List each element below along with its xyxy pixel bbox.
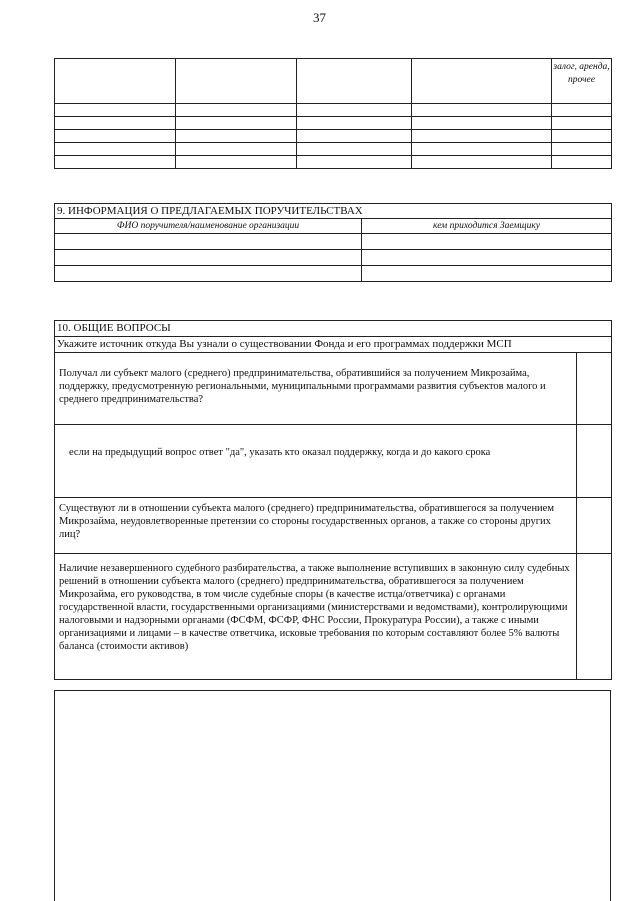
table-cell[interactable] — [176, 117, 297, 130]
table-cell[interactable] — [55, 156, 176, 169]
question-litigation: Наличие незавершенного судебного разбирательства, а также выполнение вступивших в законную силу судебных решений в отношении субъекта малого (среднего) предпринимательства, обратившегося за получением Микрозайма, его руководства, в том числе судебные споры (в качестве истца/ответчика) с органами государственной власти, государственными организациями (министерствами и ведомствами), контролирующими налоговыми и надзорными органами (ФСФМ, ФСФР, ФНС России, Прокуратура России), а также с иными организациями и лицами – в качестве ответчика, исковые требования по которым составляют более 5% валюты баланса (стоимости активов) — [55, 554, 577, 680]
table-cell[interactable] — [176, 143, 297, 156]
table-cell[interactable] — [412, 104, 552, 117]
table-cell[interactable] — [55, 266, 362, 282]
table-cell[interactable] — [412, 156, 552, 169]
table-cell[interactable] — [55, 234, 362, 250]
table-cell[interactable] — [362, 250, 612, 266]
page-number: 37 — [313, 10, 326, 25]
table-cell[interactable] — [362, 266, 612, 282]
table-cell[interactable] — [55, 104, 176, 117]
table-cell[interactable] — [412, 143, 552, 156]
table-cell[interactable] — [297, 130, 412, 143]
table-row — [55, 204, 612, 219]
table-row — [55, 156, 612, 169]
table-cell[interactable] — [552, 143, 612, 156]
table-cell[interactable] — [176, 59, 297, 104]
table-cell[interactable] — [55, 250, 362, 266]
table-row — [55, 554, 612, 680]
section-title-general-questions: 10. ОБЩИЕ ВОПРОСЫ — [55, 321, 612, 337]
answer-cell[interactable] — [577, 498, 612, 554]
table-row — [55, 353, 612, 425]
answer-cell[interactable] — [577, 353, 612, 425]
table-cell[interactable] — [362, 234, 612, 250]
table-row — [55, 117, 612, 130]
table-cell[interactable] — [176, 104, 297, 117]
answer-cell[interactable] — [577, 554, 612, 680]
column-header-relation: кем приходится Заемщику — [362, 219, 612, 234]
table-cell[interactable] — [55, 143, 176, 156]
column-header-guarantor-name: ФИО поручителя/наименование организации — [55, 219, 362, 234]
question-info-source: Укажите источник откуда Вы узнали о существовании Фонда и его программах поддержки МСП — [55, 337, 612, 353]
table-cell[interactable] — [412, 59, 552, 104]
table-row — [55, 425, 612, 498]
section-title-guarantors: 9. ИНФОРМАЦИЯ О ПРЕДЛАГАЕМЫХ ПОРУЧИТЕЛЬСТВАХ — [55, 204, 612, 219]
table-cell[interactable] — [297, 143, 412, 156]
column-header-collateral-type: залог, аренда, прочее — [552, 59, 612, 104]
table-row — [55, 219, 612, 234]
table-cell[interactable] — [552, 156, 612, 169]
table-cell[interactable] — [297, 156, 412, 169]
table-cell[interactable] — [297, 117, 412, 130]
table-row — [55, 104, 612, 117]
next-section-frame — [54, 690, 611, 901]
table-row — [55, 234, 612, 250]
question-claims: Существуют ли в отношении субъекта малого (среднего) предпринимательства, обратившегося за получением Микрозайма, неудовлетворенные претензии со стороны государственных органов, а также со стороны других лиц? — [55, 498, 577, 554]
table-cell[interactable] — [412, 117, 552, 130]
question-support-details: если на предыдущий вопрос ответ "да", указать кто оказал поддержку, когда и до какого срока — [55, 425, 577, 498]
table-cell[interactable] — [176, 130, 297, 143]
answer-cell[interactable] — [577, 425, 612, 498]
table-row — [55, 130, 612, 143]
table-cell[interactable] — [55, 59, 176, 104]
table-row — [55, 337, 612, 353]
table-cell[interactable] — [552, 130, 612, 143]
table-cell[interactable] — [55, 130, 176, 143]
general-questions-table — [54, 320, 612, 680]
table-row — [55, 321, 612, 337]
question-regional-support: Получал ли субъект малого (среднего) предпринимательства, обратившийся за получением Микрозайма, поддержку, предусмотренную региональными, муниципальными программами развития субъектов малого и среднего предпринимательства? — [55, 353, 577, 425]
table-cell[interactable] — [55, 117, 176, 130]
table-row — [55, 143, 612, 156]
table-cell[interactable] — [297, 59, 412, 104]
table-cell[interactable] — [176, 156, 297, 169]
table-row — [55, 250, 612, 266]
table-row — [55, 266, 612, 282]
table-cell[interactable] — [297, 104, 412, 117]
table-row — [55, 59, 612, 104]
table-row — [55, 498, 612, 554]
guarantors-table — [54, 203, 612, 282]
collateral-table — [54, 58, 612, 169]
table-cell[interactable] — [412, 130, 552, 143]
table-cell[interactable] — [552, 117, 612, 130]
table-cell[interactable] — [552, 104, 612, 117]
